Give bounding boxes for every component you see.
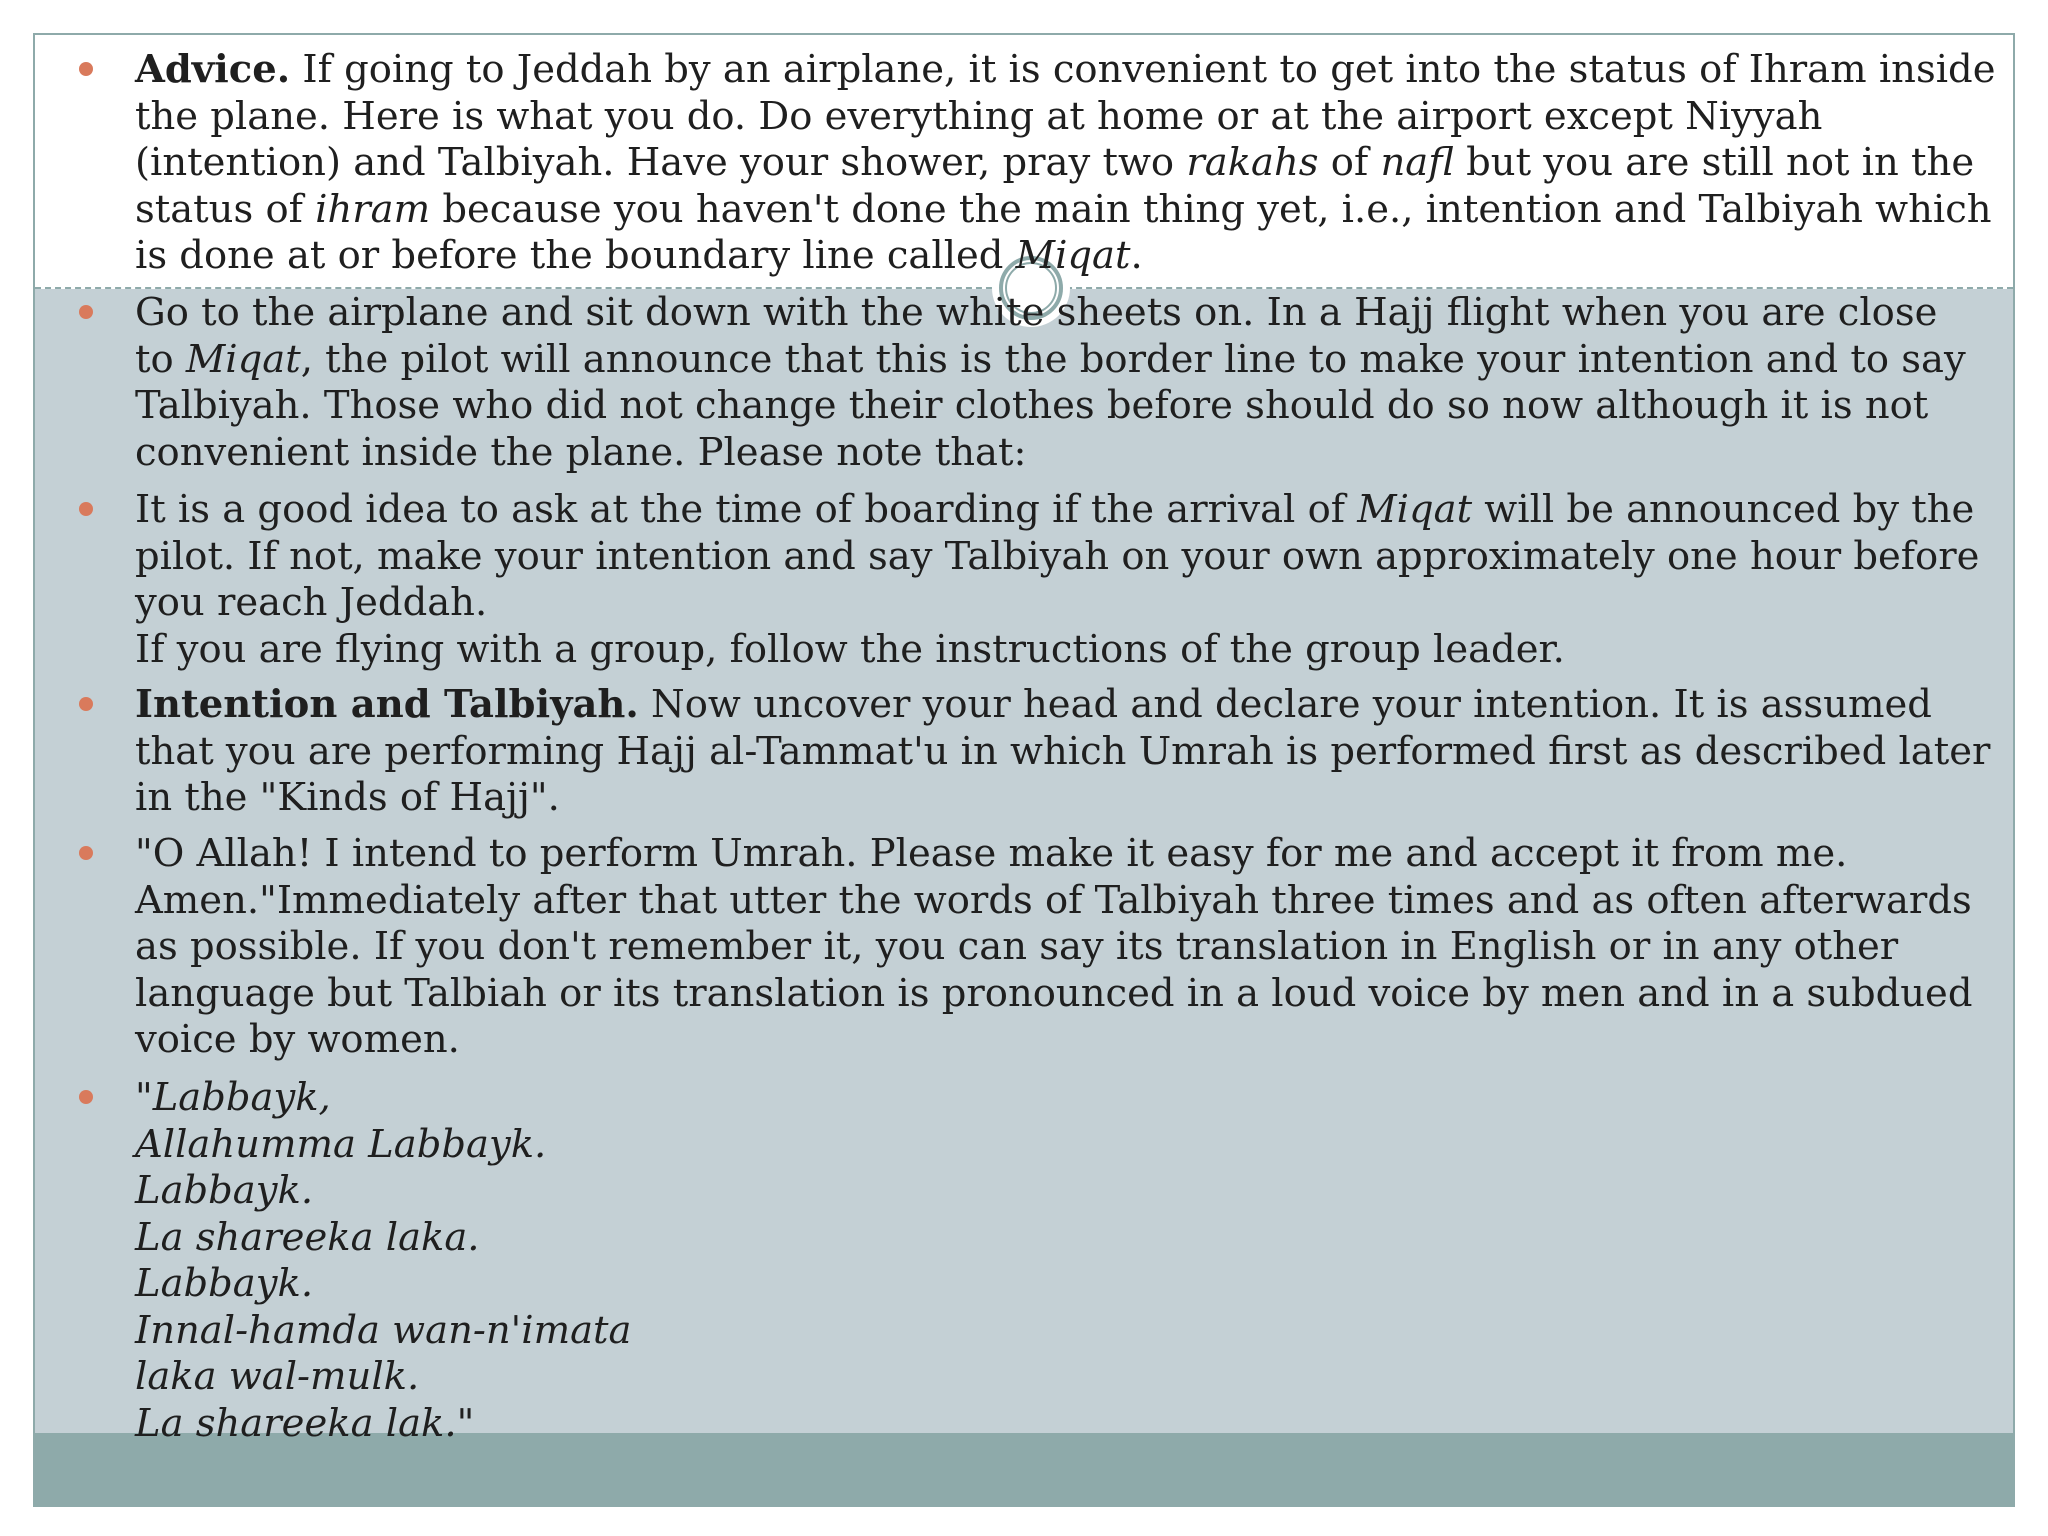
- talbiyah-line: La shareeka lak.": [135, 1400, 475, 1446]
- talbiyah-line: Labbayk.: [135, 1168, 314, 1213]
- talbiyah-line: "Labbayk,: [135, 1075, 331, 1120]
- bullet-item-advice: Advice. If going to Jeddah by an airplane, it is convenient to get into the status of Ihram inside the plane. Here is what you do. Do everything at home or at the airport except Niyyah (intention) and Talbiyah. Have your shower, pray two rakahs of nafl but you are still not in the status of ihram because you haven't done the main thing yet, i.e., intention and Talbiyah which is done at or before the boundary line called Miqat.: [135, 47, 1995, 280]
- bullet-item-intention: Intention and Talbiyah. Now uncover your head and declare your intention. It is assumed that you are performing Hajj al-Tammat'u in which Umrah is performed first as described later in the "Kinds of Hajj".: [135, 682, 1995, 822]
- talbiyah-line: Labbayk.: [135, 1261, 314, 1306]
- bullet-item-airplane: Go to the airplane and sit down with the white sheets on. In a Hajj flight when you are close to Miqat, the pilot will announce that this is the border line to make your intention and to say Talbiyah. Those who did not change their clothes before should do so now although it is not convenient inside the plane. Please note that:: [135, 290, 1995, 476]
- bullet-icon: [79, 697, 93, 711]
- bullet-icon: [79, 62, 93, 76]
- talbiyah-line: La shareeka laka.: [135, 1214, 480, 1260]
- talbiyah-line: Allahumma Labbayk.: [135, 1121, 547, 1167]
- bullet-icon: [79, 502, 93, 516]
- bullet-icon: [79, 305, 93, 319]
- bullet-icon: [79, 1090, 93, 1104]
- bullet-item-umrah-prayer: "O Allah! I intend to perform Umrah. Please make it easy for me and accept it from me. Amen."Immediately after that utter the words of Talbiyah three times and as often afterwards as possible. If you don't remember it, you can say its translation in English or in any other language but Talbiah or its translation is pronounced in a loud voice by men and in a subdued voice by women.: [135, 831, 1995, 1064]
- talbiyah-line: laka wal-mulk.: [135, 1354, 420, 1399]
- slide-frame: [33, 33, 2015, 1507]
- bullet-item-talbiyah-text: [135, 1075, 1995, 1447]
- bullet-icon: [79, 846, 93, 860]
- bullet-item-boarding: It is a good idea to ask at the time of boarding if the arrival of Miqat will be announced by the pilot. If not, make your intention and say Talbiyah on your own approximately one hour before you reach Jeddah. If you are flying with a group, follow the instructions of the group leader.: [135, 487, 1995, 673]
- talbiyah-line: Innal-hamda wan-n'imata: [135, 1307, 632, 1353]
